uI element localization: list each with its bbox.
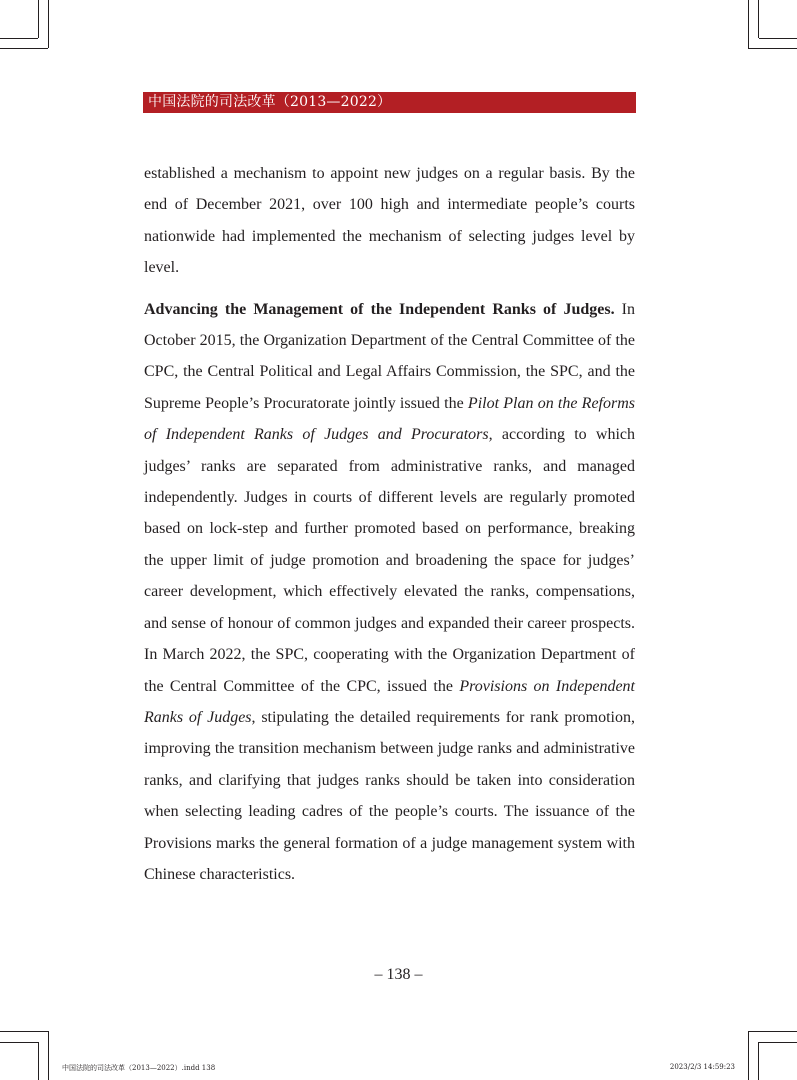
- crop-mark: [48, 0, 49, 48]
- crop-mark: [759, 1042, 797, 1043]
- slug-date: 2023/2/3 14:59:23: [669, 1063, 735, 1071]
- page-number: – 138 –: [374, 966, 423, 983]
- crop-mark: [0, 48, 48, 49]
- crop-mark: [38, 1042, 39, 1080]
- crop-mark: [759, 38, 797, 39]
- section-heading: Advancing the Management of the Independent Ranks of Judges.: [144, 300, 615, 318]
- crop-mark: [748, 1031, 797, 1032]
- crop-mark: [0, 1031, 48, 1032]
- paragraph-text: , stipulating the detailed requirements for rank promotion, improving the transition mechanism between judge ranks and administrative ranks, and clarifying that judges ranks should be taken into consideration when selecting leading cadres of the people’s courts. The issuance of the Provisions marks the general formation of a judge management system with Chinese characteristics.: [144, 708, 636, 883]
- body-text: [144, 158, 635, 890]
- paragraph: [144, 294, 635, 891]
- crop-mark: [748, 0, 749, 48]
- running-header: 中国法院的司法改革（2013—2022）: [143, 92, 636, 113]
- crop-mark: [48, 1031, 49, 1080]
- slug-file-info: 中国法院的司法改革（2013—2022）.indd 138: [62, 1064, 216, 1072]
- document-title-italic: Provisions on Independent Ranks of Judges: [144, 677, 636, 726]
- crop-mark: [758, 0, 759, 38]
- crop-mark: [0, 1042, 38, 1043]
- paragraph-text: In October 2015, the Organization Department of the Central Committee of the CPC, the Central Political and Legal Affairs Commission, the SPC, and the Supreme People’s Procuratorate jointly issued the: [144, 300, 635, 412]
- document-title-italic: Pilot Plan on the Reforms of Independent Ranks of Judges and Procurators,: [144, 394, 635, 444]
- crop-mark: [748, 1031, 749, 1080]
- paragraph-text: according to which judges’ ranks are separated from administrative ranks, and managed independently. Judges in courts of different levels are regularly promoted based on lock-step and further promoted based on performance, breaking the upper limit of judge promotion and broadening the space for judges’ career development, which effectively elevated the ranks, compensations, and sense of honour of common judges and expanded their career prospects. In March 2022, the SPC, cooperating with the Organization Department of the Central Committee of the CPC, issued the: [144, 426, 635, 695]
- crop-mark: [38, 0, 39, 38]
- crop-mark: [0, 38, 38, 39]
- paragraph: [144, 158, 635, 284]
- crop-mark: [748, 48, 797, 49]
- crop-mark: [758, 1042, 759, 1080]
- paragraph-text: established a mechanism to appoint new judges on a regular basis. By the end of December 2021, over 100 high and intermediate people’s courts nationwide had implemented the mechanism of selecting judges level by level.: [144, 165, 635, 277]
